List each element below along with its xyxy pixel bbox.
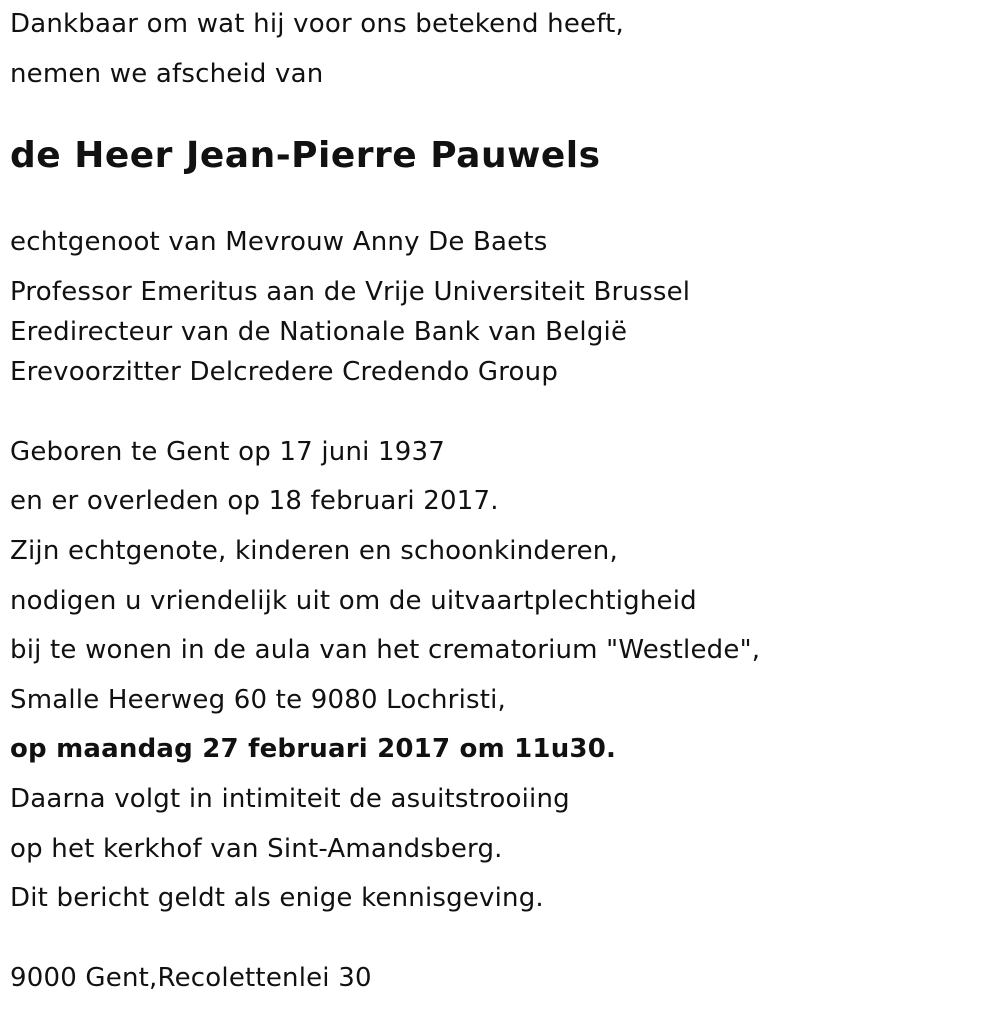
death-line: en er overleden op 18 februari 2017.: [10, 486, 499, 516]
title-line: Eredirecteur van de Nationale Bank van België: [10, 317, 628, 347]
intro-line-2: nemen we afscheid van: [10, 59, 324, 89]
invitation-line: bij te wonen in de aula van het crematorium "Westlede",: [10, 635, 761, 665]
invitation-line: Zijn echtgenote, kinderen en schoonkinderen,: [10, 536, 618, 566]
title-line: Professor Emeritus aan de Vrije Universiteit Brussel: [10, 277, 691, 307]
spouse-line: echtgenoot van Mevrouw Anny De Baets: [10, 227, 548, 257]
birth-line: Geboren te Gent op 17 juni 1937: [10, 437, 446, 467]
after-line: Daarna volgt in intimiteit de asuitstrooiing: [10, 784, 570, 814]
after-line: op het kerkhof van Sint-Amandsberg.: [10, 834, 503, 864]
invitation-line: Smalle Heerweg 60 te 9080 Lochristi,: [10, 685, 507, 715]
title-line: Erevoorzitter Delcredere Credendo Group: [10, 357, 559, 387]
notice-line: Dit bericht geldt als enige kennisgeving.: [10, 883, 544, 913]
ceremony-datetime: op maandag 27 februari 2017 om 11u30.: [10, 734, 617, 764]
deceased-name: de Heer Jean-Pierre Pauwels: [10, 135, 601, 176]
invitation-line: nodigen u vriendelijk uit om de uitvaartplechtigheid: [10, 586, 697, 616]
address-line: 9000 Gent,Recolettenlei 30: [10, 963, 372, 993]
intro-line-1: Dankbaar om wat hij voor ons betekend heeft,: [10, 9, 624, 39]
